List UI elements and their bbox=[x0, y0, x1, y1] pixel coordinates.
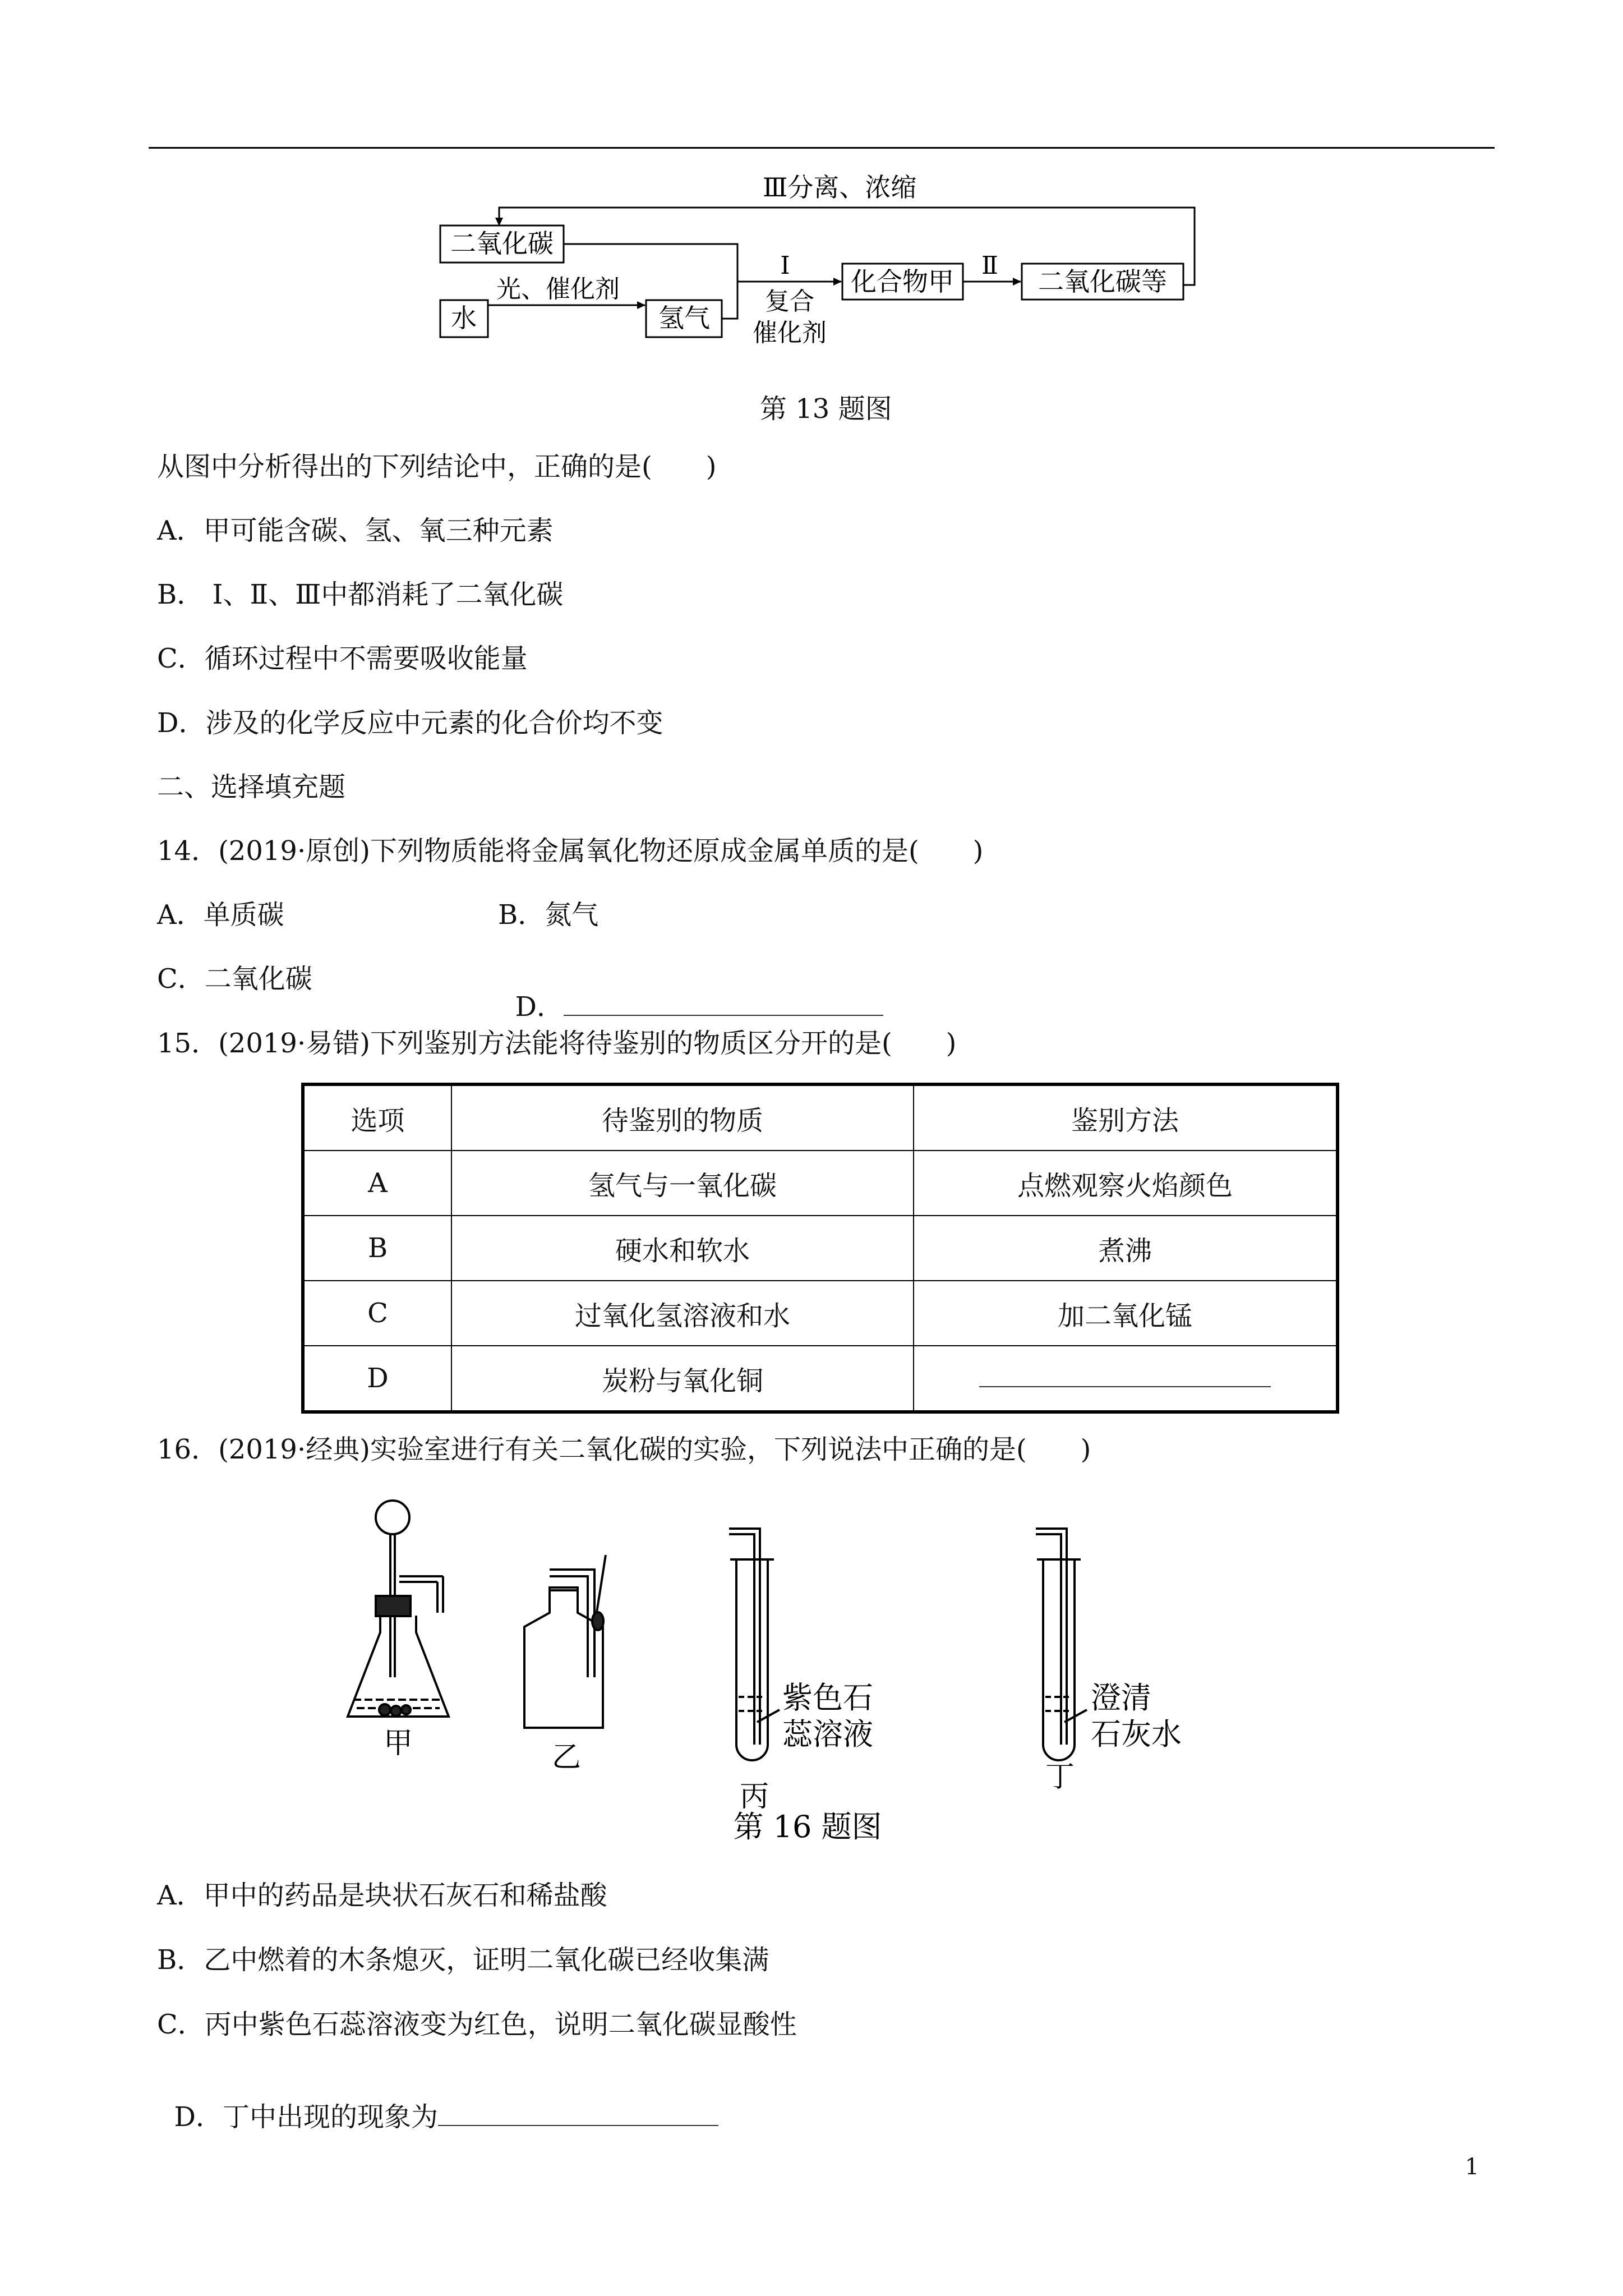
q16-stem: 16．(2019·经典)实验室进行有关二氧化碳的实验，下列说法中正确的是( ) bbox=[157, 1434, 1091, 1465]
q16-option-b: B．乙中燃着的木条熄灭，证明二氧化碳已经收集满 bbox=[157, 1944, 769, 1976]
q16-option-a: A．甲中的药品是块状石灰石和稀盐酸 bbox=[157, 1880, 607, 1911]
page-number: 1 bbox=[1465, 2154, 1479, 2180]
q14-option-d bbox=[498, 965, 883, 1023]
q16-figure-caption: 第 16 题图 bbox=[733, 1809, 882, 1844]
header-option: 选项 bbox=[303, 1084, 451, 1151]
apparatus-yi bbox=[524, 1555, 606, 1728]
q16-option-d-label: D．丁中出现的现象为 bbox=[174, 2101, 439, 2133]
box-h2-text: 氢气 bbox=[658, 303, 710, 333]
row-substances: 炭粉与氧化铜 bbox=[451, 1346, 914, 1412]
arrow-I-sub2: 催化剂 bbox=[753, 319, 827, 347]
apparatus-jia bbox=[348, 1501, 449, 1717]
q15-stem: 15．(2019·易错)下列鉴别方法能将待鉴别的物质区分开的是( ) bbox=[157, 1028, 957, 1059]
q14-stem: 14．(2019·原创)下列物质能将金属氧化物还原成金属单质的是( ) bbox=[157, 835, 984, 867]
top-label: Ⅲ分离、浓缩 bbox=[763, 172, 917, 203]
row-substances: 氢气与一氧化碳 bbox=[451, 1151, 914, 1216]
header-method: 鉴别方法 bbox=[914, 1084, 1338, 1151]
arrow-I-sub1: 复合 bbox=[765, 287, 814, 316]
q15-table bbox=[301, 1083, 1339, 1414]
row-method-blank-cell[interactable] bbox=[914, 1346, 1338, 1412]
row-option: A bbox=[303, 1151, 451, 1216]
table-row bbox=[303, 1216, 1338, 1281]
q13-option-b: B． Ⅰ、Ⅱ、Ⅲ中都消耗了二氧化碳 bbox=[157, 579, 564, 610]
table-row bbox=[303, 1151, 1338, 1216]
header-rule bbox=[149, 147, 1495, 149]
box-co2-etc-text: 二氧化碳等 bbox=[1038, 266, 1167, 297]
q13-option-a: A．甲可能含碳、氢、氧三种元素 bbox=[157, 515, 554, 546]
table-row bbox=[303, 1346, 1338, 1412]
row-substances: 过氧化氢溶液和水 bbox=[451, 1281, 914, 1346]
row-option: B bbox=[303, 1216, 451, 1281]
row-method: 煮沸 bbox=[914, 1216, 1338, 1281]
section-2-heading: 二、选择填充题 bbox=[157, 771, 346, 803]
row-method: 点燃观察火焰颜色 bbox=[914, 1151, 1338, 1216]
q13-stem: 从图中分析得出的下列结论中，正确的是( ) bbox=[157, 451, 717, 482]
table-header-row bbox=[303, 1084, 1338, 1151]
table-row bbox=[303, 1281, 1338, 1346]
q14-option-c: C．二氧化碳 bbox=[157, 963, 312, 995]
q16-apparatus-figure bbox=[336, 1492, 1290, 1851]
bing-label-line-2: 蕊溶液 bbox=[782, 1717, 873, 1752]
q14-answer-blank[interactable] bbox=[564, 992, 883, 1016]
header-substances: 待鉴别的物质 bbox=[451, 1084, 914, 1151]
row-option: D bbox=[303, 1346, 451, 1412]
arrow-II-label: Ⅱ bbox=[981, 251, 998, 280]
box-compound-text: 化合物甲 bbox=[851, 266, 954, 297]
label-ding: 丁 bbox=[1045, 1760, 1075, 1794]
label-jia: 甲 bbox=[383, 1727, 413, 1760]
apparatus-ding bbox=[1036, 1529, 1087, 1760]
bing-label-line-1: 紫色石 bbox=[782, 1680, 873, 1715]
q15-answer-blank[interactable] bbox=[979, 1367, 1271, 1387]
row-option: C bbox=[303, 1281, 451, 1346]
ding-label-line-1: 澄清 bbox=[1091, 1680, 1151, 1715]
q14-option-b: B．氮气 bbox=[498, 899, 599, 931]
q14-option-a: A．单质碳 bbox=[157, 899, 284, 931]
label-yi: 乙 bbox=[551, 1741, 582, 1774]
row-method: 加二氧化锰 bbox=[914, 1281, 1338, 1346]
q13-option-c: C．循环过程中不需要吸收能量 bbox=[157, 643, 528, 674]
arrow-light-label: 光、催化剂 bbox=[496, 275, 620, 303]
q13-flow-diagram bbox=[426, 163, 1223, 365]
row-substances: 硬水和软水 bbox=[451, 1216, 914, 1281]
q16-option-c: C．丙中紫色石蕊溶液变为红色，说明二氧化碳显酸性 bbox=[157, 2009, 797, 2040]
label-bing: 丙 bbox=[739, 1780, 769, 1814]
q16-option-d bbox=[157, 2076, 718, 2131]
box-water-text: 水 bbox=[451, 303, 477, 333]
apparatus-bing bbox=[729, 1529, 780, 1760]
q14-option-d-label: D． bbox=[515, 991, 564, 1023]
arrow-I-label: Ⅰ bbox=[780, 251, 790, 280]
q13-option-d: D．涉及的化学反应中元素的化合价均不变 bbox=[157, 707, 663, 739]
q13-caption: 第 13 题图 bbox=[760, 393, 892, 425]
q16-answer-blank[interactable] bbox=[438, 2102, 718, 2126]
ding-label-line-2: 石灰水 bbox=[1091, 1717, 1182, 1752]
box-co2-text: 二氧化碳 bbox=[450, 228, 554, 259]
